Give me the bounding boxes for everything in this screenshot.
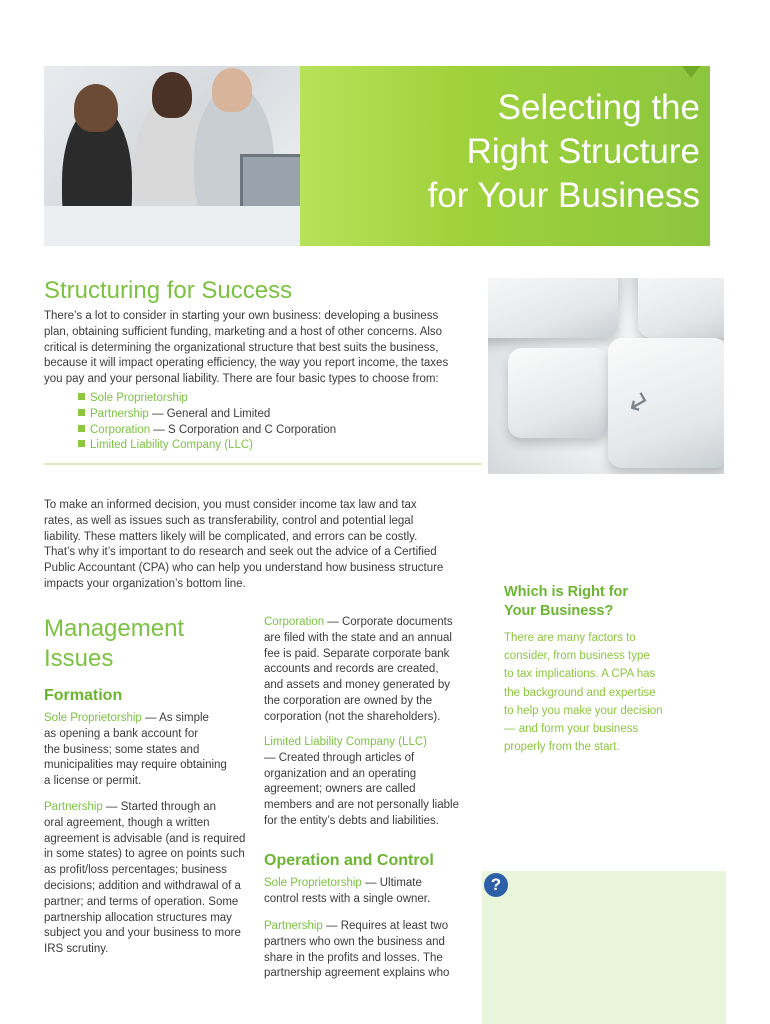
para-line: and assets and money generated by [264,679,451,692]
decision-line: impacts your organization’s bottom line. [44,577,246,590]
page-title-line-3: for Your Business [427,176,700,215]
para-line: fee is paid. Separate corporate bank [264,647,450,660]
para-line: a license or permit. [44,775,142,788]
section-divider [44,463,482,465]
page-title-line-1: Selecting the [497,88,700,127]
term-label: Corporation [264,616,325,628]
enter-key-icon: ↵ [621,382,659,423]
sidebar-line: to tax implications. A CPA has [504,668,656,681]
decision-line: To make an informed decision, you must consider income tax law and tax [44,499,417,511]
management-heading-line: Management [44,615,185,642]
section-heading-structuring: Structuring for Success [44,277,293,304]
operation-sole-paragraph [264,876,474,908]
intro-line: plan, obtaining sufficient funding, marketing and a host of other concerns. Also [44,325,443,338]
sidebar-heading [504,583,628,621]
sidebar-line: consider, from business type [504,650,650,663]
para-line: partnership agreement explains who [264,967,450,980]
intro-line: you pay and your personal liability. There are four basic types to choose from: [44,373,439,386]
para-line: share in the profits and losses. The [264,951,443,964]
bullet-square-icon [78,409,85,416]
formation-llc-paragraph [264,735,474,830]
type-name: Partnership [90,407,149,420]
decision-line: That’s why it’s important to do research and seek out the advice of a Certified [44,546,437,559]
type-detail: — General and Limited [148,407,271,420]
banner-notch [682,66,700,78]
term-label: Partnership [264,920,323,932]
sidebar-line: properly from the start. [504,741,620,754]
para-line: organization and an operating [264,767,417,780]
question-mark-icon: ? [484,873,508,897]
formation-sole-paragraph [44,711,254,790]
list-item [78,438,336,454]
list-item [78,391,336,407]
business-meeting-photo [44,66,304,246]
management-heading [44,614,184,674]
para-line: decisions; addition and withdrawal of a [44,879,241,892]
sidebar-line: the background and expertise [504,686,656,699]
keyboard-photo [488,278,724,474]
formation-corporation-paragraph [264,615,474,726]
para-line: accounts and records are created, [264,663,439,676]
intro-line: critical is determining the organizational structure that best suits the business, [44,341,439,354]
para-line: as opening a bank account for [44,727,199,740]
sidebar-heading-line: Which is Right for [504,584,629,600]
para-line: municipalities may require obtaining [44,759,227,772]
para-line: — Started through an [102,801,216,813]
type-name: Corporation [90,423,151,436]
sidebar-line: There are many factors to [504,632,636,644]
para-line: the business; some states and [44,743,200,756]
para-line: — Corporate documents [324,616,453,628]
para-line: for the entity’s debts and liabilities. [264,814,439,827]
para-line: — Ultimate [361,877,422,889]
para-line: the corporation are owned by the [264,694,433,707]
para-line: — Requires at least two [322,920,449,932]
type-name: Sole Proprietorship [90,392,188,404]
list-item [78,423,336,439]
intro-line: There’s a lot to consider in starting your own business: developing a business [44,310,439,322]
para-line: — Created through articles of [264,751,415,764]
para-line: are filed with the state and an annual [264,631,452,644]
para-line: members and are not personally liable [264,799,459,812]
sidebar-heading-line: Your Business? [504,603,614,619]
para-line: corporation (not the shareholders). [264,710,441,723]
sidebar-paragraph [504,629,716,756]
para-line: partners who own the business and [264,935,445,948]
intro-paragraph [44,309,484,388]
sidebar-line: to help you make your decision [504,704,663,717]
term-label: Sole Proprietorship [44,712,142,724]
para-line: — As simple [141,712,209,724]
para-line: control rests with a single owner. [264,892,431,905]
operation-heading: Operation and Control [264,852,434,869]
type-name: Limited Liability Company (LLC) [90,439,253,452]
formation-partnership-paragraph [44,800,254,958]
business-types-list [78,391,336,454]
para-line: subject you and your business to more [44,927,241,940]
para-line: IRS scrutiny. [44,943,109,956]
term-label: Partnership [44,801,103,813]
para-line: partnership allocation structures may [44,911,232,924]
bullet-square-icon [78,440,85,447]
para-line: as profit/loss percentages; business [44,864,227,877]
para-line: oral agreement, though a written [44,816,210,829]
decision-paragraph [44,498,484,593]
page-title-line-2: Right Structure [466,132,700,171]
decision-line: rates, as well as issues such as transferability, control and potential legal [44,514,414,527]
decision-line: liability. These matters likely will be complicated, and errors can be costly. [44,530,418,543]
para-line: agreement is advisable (and is required [44,832,246,845]
bullet-square-icon [78,393,85,400]
para-line: agreement; owners are called [264,783,416,796]
sidebar-line: — and form your business [504,723,639,736]
operation-partnership-paragraph [264,919,474,982]
list-item [78,407,336,423]
para-line: partner; and terms of operation. Some [44,895,239,908]
para-line: in some states) to agree on points such [44,848,245,861]
decision-line: Public Accountant (CPA) who can help you understand how business structure [44,562,444,575]
help-callout-box [482,871,726,1024]
intro-line: because it will impact operating efficiency, the way you report income, the taxes [44,357,449,370]
term-label: Sole Proprietorship [264,877,362,889]
management-heading-line: Issues [44,645,114,672]
bullet-square-icon [78,425,85,432]
term-label: Limited Liability Company (LLC) [264,736,427,748]
formation-heading: Formation [44,687,123,704]
type-detail: — S Corporation and C Corporation [150,423,337,436]
